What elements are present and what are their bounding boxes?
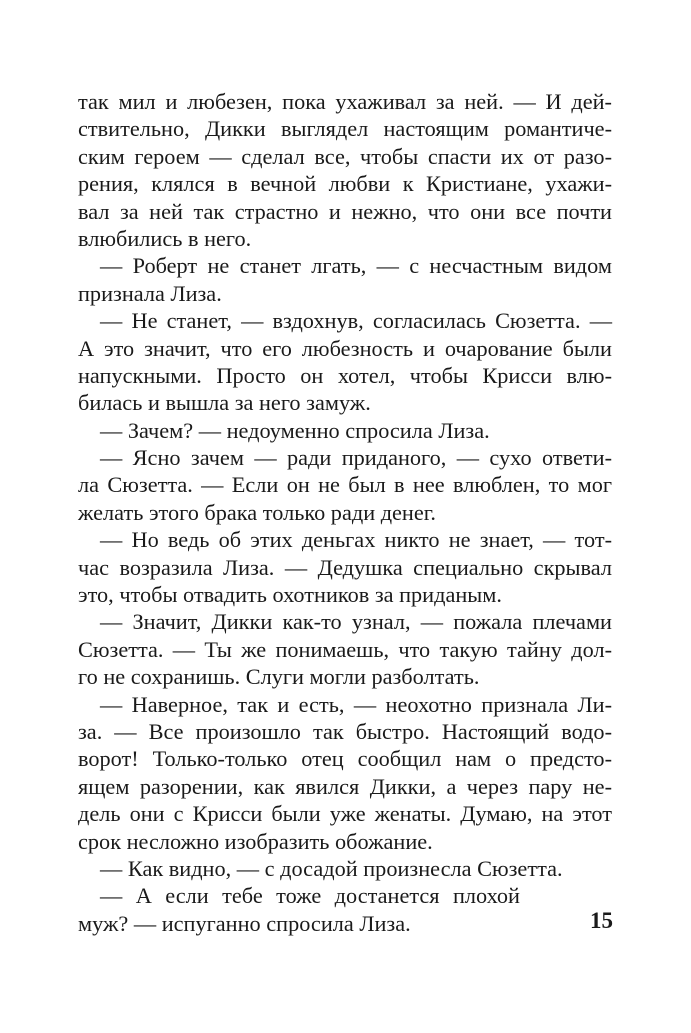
text-line: признала Лиза. <box>78 280 222 306</box>
text-line: так мил и любезен, пока ухаживал за ней. — И дей- <box>78 89 612 114</box>
text-line: го не сохранишь. Слуги могли разболтать. <box>78 664 480 690</box>
text-line: желать этого брака только ради денег. <box>78 499 436 525</box>
text-line: рения, клялся в вечной любви к Кристиане, ухажи- <box>78 171 612 197</box>
text-line: — Ясно зачем — ради приданого, — сухо ответи- <box>100 445 612 471</box>
text-line: срок несложно изобразить обожание. <box>78 828 433 854</box>
text-line: билась и вышла за него замуж. <box>78 390 371 416</box>
text-line: — Не станет, — вздохнув, согласилась Сюзетта. — <box>100 308 612 334</box>
text-line: напускными. Просто он хотел, чтобы Крисси влю- <box>78 362 612 388</box>
text-line: ским героем — сделал все, чтобы спасти их от разо- <box>78 143 612 169</box>
text-line: вал за ней так страстно и нежно, что они все почти <box>78 198 612 224</box>
text-line: — Зачем? — недоуменно спросила Лиза. <box>100 417 490 443</box>
page-number: 15 <box>590 908 613 933</box>
text-line: — Как видно, — с досадой произнесла Сюзетта. <box>100 855 563 881</box>
text-line: за. — Все произошло так быстро. Настоящий водо- <box>78 718 612 744</box>
text-line: ствительно, Дикки выглядел настоящим романтиче- <box>78 116 612 142</box>
page-body-text <box>78 88 612 937</box>
text-line: А это значит, что его любезность и очарование были <box>78 335 612 361</box>
text-line: — А если тебе тоже достанется плохой <box>100 883 520 909</box>
text-line: влюбились в него. <box>78 225 252 251</box>
text-line: — Наверное, так и есть, — неохотно признала Ли- <box>100 691 612 717</box>
text-line: Сюзетта. — Ты же понимаешь, что такую тайну дол- <box>78 636 612 662</box>
text-line: это, чтобы отвадить охотников за приданым. <box>78 582 502 608</box>
text-line: — Но ведь об этих деньгах никто не знает, — тот- <box>100 527 612 553</box>
text-line: ворот! Только-только отец сообщил нам о предсто- <box>78 746 612 772</box>
text-line: муж? — испуганно спросила Лиза. <box>78 910 411 936</box>
text-line: — Значит, Дикки как-то узнал, — пожала плечами <box>100 609 612 635</box>
text-line: — Роберт не станет лгать, — с несчастным видом <box>100 253 612 279</box>
text-line: ла Сюзетта. — Если он не был в нее влюблен, то мог <box>78 472 612 498</box>
text-line: дель они с Крисси были уже женаты. Думаю, на этот <box>78 801 612 827</box>
text-line: час возразила Лиза. — Дедушка специально скрывал <box>78 554 612 580</box>
text-line: ящем разорении, как явился Дикки, а через пару не- <box>78 773 612 799</box>
